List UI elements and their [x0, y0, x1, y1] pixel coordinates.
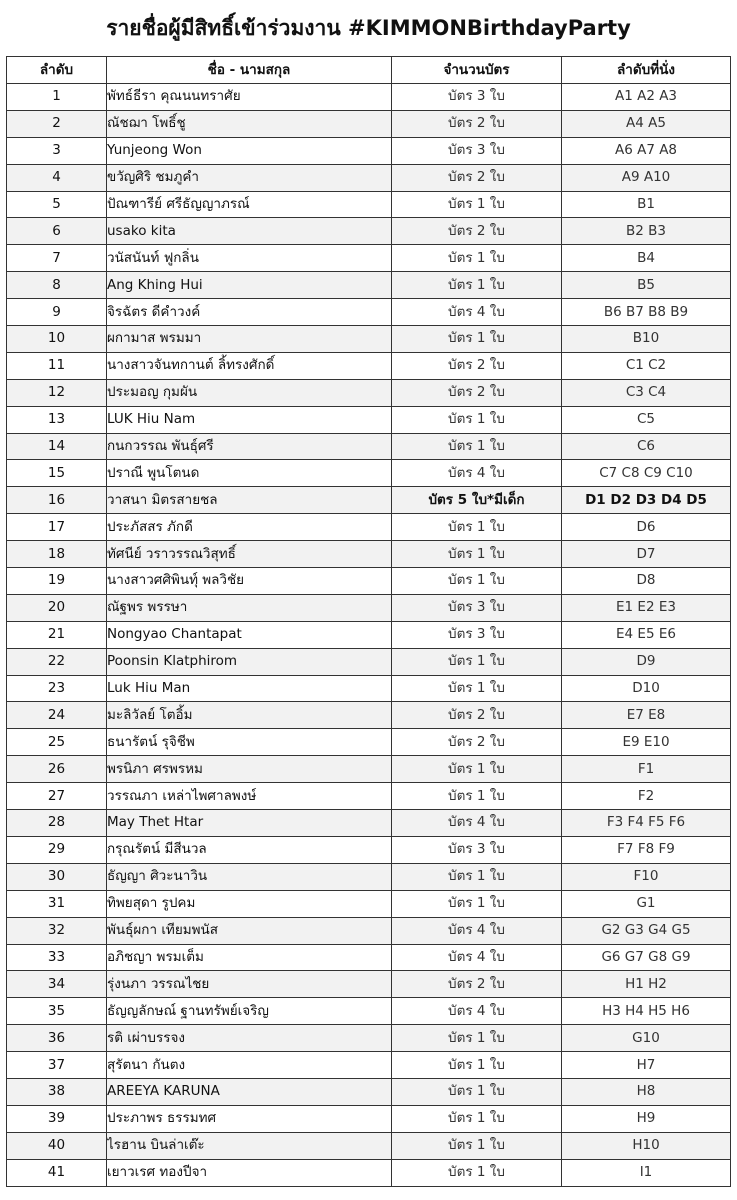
cell-tickets: บัตร 1 ใบ	[392, 756, 562, 783]
cell-number: 7	[7, 245, 107, 272]
cell-number: 40	[7, 1132, 107, 1159]
cell-seats: A4 A5	[562, 110, 731, 137]
table-row	[7, 648, 731, 675]
cell-tickets: บัตร 1 ใบ	[392, 1025, 562, 1052]
cell-name: พัทธ์ธีรา คุณนนทราศัย	[107, 84, 392, 111]
cell-number: 12	[7, 379, 107, 406]
cell-name: ทิพยสุดา รูปคม	[107, 890, 392, 917]
cell-number: 21	[7, 621, 107, 648]
cell-seats: H10	[562, 1132, 731, 1159]
cell-number: 31	[7, 890, 107, 917]
cell-seats: C7 C8 C9 C10	[562, 460, 731, 487]
cell-seats: B5	[562, 272, 731, 299]
cell-tickets: บัตร 3 ใบ	[392, 836, 562, 863]
table-row	[7, 917, 731, 944]
cell-number: 17	[7, 514, 107, 541]
cell-name: ณัฐพร พรรษา	[107, 594, 392, 621]
cell-number: 4	[7, 164, 107, 191]
table-row	[7, 729, 731, 756]
table-row	[7, 810, 731, 837]
cell-tickets: บัตร 5 ใบ*มีเด็ก	[392, 487, 562, 514]
cell-name: Poonsin Klatphirom	[107, 648, 392, 675]
cell-tickets: บัตร 4 ใบ	[392, 998, 562, 1025]
cell-seats: D7	[562, 541, 731, 568]
cell-name: กรุณรัตน์ มีสีนวล	[107, 836, 392, 863]
cell-seats: I1	[562, 1159, 731, 1186]
cell-seats: D1 D2 D3 D4 D5	[562, 487, 731, 514]
table-row	[7, 541, 731, 568]
cell-seats: B6 B7 B8 B9	[562, 299, 731, 326]
cell-number: 26	[7, 756, 107, 783]
cell-seats: E4 E5 E6	[562, 621, 731, 648]
table-row	[7, 299, 731, 326]
cell-number: 16	[7, 487, 107, 514]
table-row	[7, 460, 731, 487]
cell-seats: E1 E2 E3	[562, 594, 731, 621]
cell-tickets: บัตร 1 ใบ	[392, 890, 562, 917]
cell-tickets: บัตร 1 ใบ	[392, 191, 562, 218]
cell-tickets: บัตร 1 ใบ	[392, 433, 562, 460]
cell-seats: B4	[562, 245, 731, 272]
cell-name: กนกวรรณ พันธุ์ศรี	[107, 433, 392, 460]
cell-name: ทัศนีย์ วราวรรณวิสุทธิ์	[107, 541, 392, 568]
cell-name: Nongyao Chantapat	[107, 621, 392, 648]
cell-number: 3	[7, 137, 107, 164]
cell-tickets: บัตร 1 ใบ	[392, 326, 562, 353]
cell-number: 19	[7, 568, 107, 595]
table-row	[7, 783, 731, 810]
cell-seats: B1	[562, 191, 731, 218]
cell-seats: B10	[562, 326, 731, 353]
table-row	[7, 971, 731, 998]
cell-tickets: บัตร 2 ใบ	[392, 352, 562, 379]
cell-number: 29	[7, 836, 107, 863]
cell-seats: D8	[562, 568, 731, 595]
table-row	[7, 84, 731, 111]
cell-seats: D10	[562, 675, 731, 702]
table-row	[7, 1025, 731, 1052]
cell-number: 8	[7, 272, 107, 299]
cell-seats: B2 B3	[562, 218, 731, 245]
table-row	[7, 1132, 731, 1159]
cell-tickets: บัตร 1 ใบ	[392, 245, 562, 272]
cell-seats: F7 F8 F9	[562, 836, 731, 863]
cell-tickets: บัตร 4 ใบ	[392, 460, 562, 487]
column-header-name: ชื่อ - นามสกุล	[107, 57, 392, 84]
cell-seats: C5	[562, 406, 731, 433]
cell-number: 38	[7, 1078, 107, 1105]
cell-name: May Thet Htar	[107, 810, 392, 837]
cell-name: ปัณฑารีย์ ศรีธัญญาภรณ์	[107, 191, 392, 218]
table-row	[7, 675, 731, 702]
cell-number: 25	[7, 729, 107, 756]
cell-tickets: บัตร 1 ใบ	[392, 541, 562, 568]
table-row	[7, 756, 731, 783]
cell-name: ธนารัตน์ รุจิชีพ	[107, 729, 392, 756]
cell-tickets: บัตร 1 ใบ	[392, 406, 562, 433]
cell-number: 6	[7, 218, 107, 245]
cell-name: รติ เผ่าบรรจง	[107, 1025, 392, 1052]
cell-number: 36	[7, 1025, 107, 1052]
cell-name: Ang Khing Hui	[107, 272, 392, 299]
cell-number: 9	[7, 299, 107, 326]
cell-seats: G6 G7 G8 G9	[562, 944, 731, 971]
cell-name: วรรณภา เหล่าไพศาลพงษ์	[107, 783, 392, 810]
table-header-row	[7, 57, 731, 84]
cell-tickets: บัตร 3 ใบ	[392, 137, 562, 164]
cell-number: 11	[7, 352, 107, 379]
table-row	[7, 272, 731, 299]
cell-number: 33	[7, 944, 107, 971]
cell-number: 20	[7, 594, 107, 621]
cell-seats: F2	[562, 783, 731, 810]
table-row	[7, 594, 731, 621]
table-row	[7, 836, 731, 863]
cell-number: 23	[7, 675, 107, 702]
table-row	[7, 1078, 731, 1105]
cell-tickets: บัตร 3 ใบ	[392, 594, 562, 621]
cell-tickets: บัตร 3 ใบ	[392, 84, 562, 111]
cell-name: Yunjeong Won	[107, 137, 392, 164]
table-row	[7, 863, 731, 890]
cell-seats: F1	[562, 756, 731, 783]
table-row	[7, 568, 731, 595]
table-row	[7, 1159, 731, 1186]
cell-tickets: บัตร 1 ใบ	[392, 863, 562, 890]
cell-name: วนัสนันท์ ฟูกลิ่น	[107, 245, 392, 272]
cell-number: 32	[7, 917, 107, 944]
cell-tickets: บัตร 1 ใบ	[392, 1078, 562, 1105]
table-row	[7, 191, 731, 218]
cell-name: ประมอญ กุมผัน	[107, 379, 392, 406]
cell-tickets: บัตร 1 ใบ	[392, 514, 562, 541]
table-row	[7, 944, 731, 971]
cell-number: 13	[7, 406, 107, 433]
table-row	[7, 245, 731, 272]
cell-tickets: บัตร 1 ใบ	[392, 1132, 562, 1159]
cell-number: 30	[7, 863, 107, 890]
table-row	[7, 890, 731, 917]
table-row	[7, 487, 731, 514]
cell-tickets: บัตร 1 ใบ	[392, 1159, 562, 1186]
table-row	[7, 352, 731, 379]
column-header-seats: ลำดับที่นั่ง	[562, 57, 731, 84]
cell-tickets: บัตร 2 ใบ	[392, 702, 562, 729]
cell-name: LUK Hiu Nam	[107, 406, 392, 433]
cell-name: ปราณี พูนโตนด	[107, 460, 392, 487]
cell-name: นางสาวศศิพินทุ์ พลวิชัย	[107, 568, 392, 595]
cell-seats: H8	[562, 1078, 731, 1105]
cell-seats: F3 F4 F5 F6	[562, 810, 731, 837]
cell-number: 39	[7, 1105, 107, 1132]
cell-number: 14	[7, 433, 107, 460]
cell-seats: A9 A10	[562, 164, 731, 191]
cell-seats: C6	[562, 433, 731, 460]
cell-tickets: บัตร 4 ใบ	[392, 944, 562, 971]
cell-number: 22	[7, 648, 107, 675]
cell-seats: G2 G3 G4 G5	[562, 917, 731, 944]
cell-tickets: บัตร 1 ใบ	[392, 783, 562, 810]
cell-seats: H3 H4 H5 H6	[562, 998, 731, 1025]
cell-number: 2	[7, 110, 107, 137]
cell-name: Luk Hiu Man	[107, 675, 392, 702]
cell-name: นางสาวจันทกานต์ ลิ้ทรงศักดิ์	[107, 352, 392, 379]
cell-seats: H1 H2	[562, 971, 731, 998]
cell-seats: A6 A7 A8	[562, 137, 731, 164]
cell-number: 27	[7, 783, 107, 810]
cell-number: 1	[7, 84, 107, 111]
cell-tickets: บัตร 3 ใบ	[392, 621, 562, 648]
cell-tickets: บัตร 2 ใบ	[392, 164, 562, 191]
cell-tickets: บัตร 4 ใบ	[392, 917, 562, 944]
table-row	[7, 998, 731, 1025]
cell-number: 35	[7, 998, 107, 1025]
cell-seats: D9	[562, 648, 731, 675]
table-row	[7, 326, 731, 353]
cell-tickets: บัตร 2 ใบ	[392, 729, 562, 756]
cell-tickets: บัตร 1 ใบ	[392, 1052, 562, 1079]
cell-tickets: บัตร 1 ใบ	[392, 272, 562, 299]
cell-name: ณัชฌา โพธิ์ชู	[107, 110, 392, 137]
table-body	[7, 84, 731, 1187]
cell-tickets: บัตร 4 ใบ	[392, 299, 562, 326]
table-row	[7, 110, 731, 137]
attendee-table	[6, 56, 731, 1187]
cell-tickets: บัตร 1 ใบ	[392, 1105, 562, 1132]
cell-number: 18	[7, 541, 107, 568]
column-header-number: ลำดับ	[7, 57, 107, 84]
cell-name: ธัญญลักษณ์ ฐานทรัพย์เจริญ	[107, 998, 392, 1025]
cell-name: จิรฉัตร ดีคำวงค์	[107, 299, 392, 326]
cell-number: 5	[7, 191, 107, 218]
cell-number: 15	[7, 460, 107, 487]
table-row	[7, 164, 731, 191]
cell-number: 28	[7, 810, 107, 837]
cell-name: เยาวเรศ ทองปีจา	[107, 1159, 392, 1186]
cell-number: 41	[7, 1159, 107, 1186]
cell-name: อภิชญา พรมเต็ม	[107, 944, 392, 971]
cell-tickets: บัตร 4 ใบ	[392, 810, 562, 837]
table-row	[7, 1052, 731, 1079]
cell-tickets: บัตร 1 ใบ	[392, 568, 562, 595]
cell-number: 24	[7, 702, 107, 729]
table-row	[7, 1105, 731, 1132]
cell-name: สุรัตนา กันตง	[107, 1052, 392, 1079]
cell-tickets: บัตร 2 ใบ	[392, 379, 562, 406]
cell-seats: C1 C2	[562, 352, 731, 379]
table-row	[7, 514, 731, 541]
cell-name: พันธุ์ผกา เทียมพนัส	[107, 917, 392, 944]
table-row	[7, 702, 731, 729]
cell-name: พรนิภา ศรพรหม	[107, 756, 392, 783]
cell-seats: G10	[562, 1025, 731, 1052]
cell-name: ประภาพร ธรรมทศ	[107, 1105, 392, 1132]
page-title: รายชื่อผู้มีสิทธิ์เข้าร่วมงาน #KIMMONBirthdayParty	[106, 16, 631, 40]
cell-name: ขวัญศิริ ชมภูคำ	[107, 164, 392, 191]
cell-name: ไรฮาน บินล่าเต๊ะ	[107, 1132, 392, 1159]
cell-name: ธัญญา ศิวะนาวิน	[107, 863, 392, 890]
cell-name: วาสนา มิตรสายชล	[107, 487, 392, 514]
cell-name: ผกามาส พรมมา	[107, 326, 392, 353]
table-row	[7, 218, 731, 245]
cell-name: รุ่งนภา วรรณไชย	[107, 971, 392, 998]
cell-tickets: บัตร 1 ใบ	[392, 675, 562, 702]
table-row	[7, 379, 731, 406]
cell-tickets: บัตร 2 ใบ	[392, 971, 562, 998]
cell-seats: C3 C4	[562, 379, 731, 406]
cell-name: ประภัสสร ภักดี	[107, 514, 392, 541]
cell-seats: H7	[562, 1052, 731, 1079]
table-row	[7, 621, 731, 648]
cell-number: 34	[7, 971, 107, 998]
cell-seats: G1	[562, 890, 731, 917]
cell-number: 10	[7, 326, 107, 353]
cell-tickets: บัตร 1 ใบ	[392, 648, 562, 675]
cell-number: 37	[7, 1052, 107, 1079]
cell-name: มะลิวัลย์ โตอิ้ม	[107, 702, 392, 729]
cell-seats: F10	[562, 863, 731, 890]
table-row	[7, 406, 731, 433]
table-row	[7, 433, 731, 460]
cell-name: usako kita	[107, 218, 392, 245]
cell-tickets: บัตร 2 ใบ	[392, 218, 562, 245]
cell-name: AREEYA KARUNA	[107, 1078, 392, 1105]
table-row	[7, 137, 731, 164]
column-header-tickets: จำนวนบัตร	[392, 57, 562, 84]
cell-seats: D6	[562, 514, 731, 541]
cell-seats: E7 E8	[562, 702, 731, 729]
cell-seats: A1 A2 A3	[562, 84, 731, 111]
cell-tickets: บัตร 2 ใบ	[392, 110, 562, 137]
cell-seats: E9 E10	[562, 729, 731, 756]
cell-seats: H9	[562, 1105, 731, 1132]
